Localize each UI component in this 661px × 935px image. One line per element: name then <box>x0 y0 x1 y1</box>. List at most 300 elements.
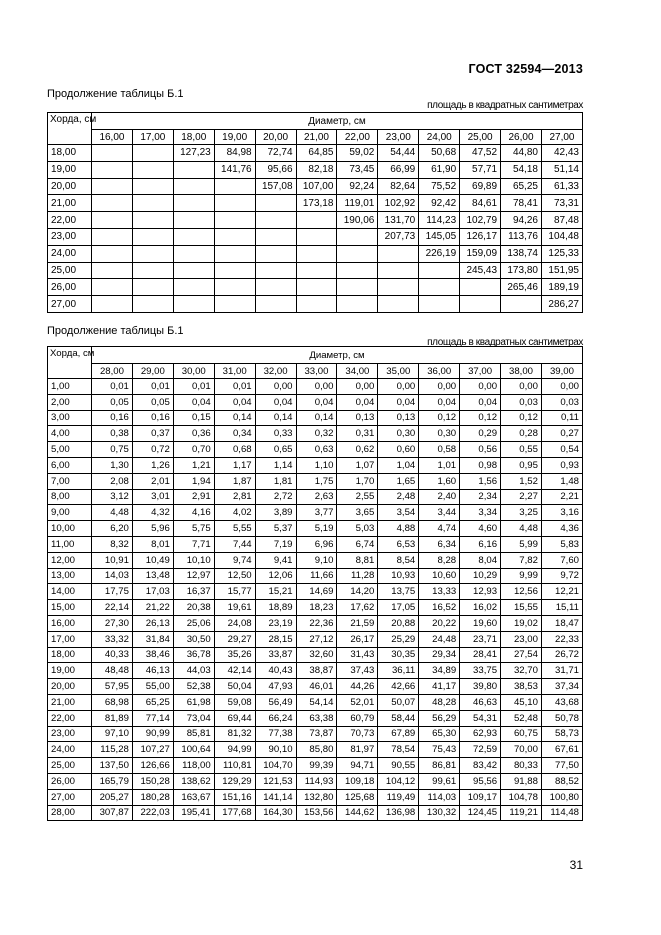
table-cell: 0,00 <box>419 379 460 395</box>
table-cell: 114,03 <box>419 789 460 805</box>
table-cell: 180,28 <box>132 789 173 805</box>
table-cell: 24,08 <box>214 615 255 631</box>
row-label: 23,00 <box>48 228 92 245</box>
table-cell: 0,12 <box>419 410 460 426</box>
table-cell: 136,98 <box>378 805 419 821</box>
table-cell: 29,34 <box>419 647 460 663</box>
table-row <box>48 145 583 162</box>
table-cell: 0,30 <box>378 426 419 442</box>
table-row <box>48 195 583 212</box>
table-cell: 29,27 <box>214 631 255 647</box>
table-cell: 70,00 <box>501 742 542 758</box>
table-cell: 1,17 <box>214 457 255 473</box>
table-cell: 81,89 <box>92 710 133 726</box>
table-cell: 41,17 <box>419 679 460 695</box>
table-cell: 0,29 <box>460 426 501 442</box>
table-cell: 2,72 <box>255 489 296 505</box>
table-cell: 0,75 <box>92 442 133 458</box>
table-cell <box>337 279 378 296</box>
table-cell: 65,25 <box>132 694 173 710</box>
table-cell: 5,83 <box>541 536 582 552</box>
table-cell: 9,41 <box>255 552 296 568</box>
table-cell: 12,06 <box>255 568 296 584</box>
table-cell: 61,33 <box>541 178 582 195</box>
table-cell: 64,85 <box>296 145 337 162</box>
table-cell: 6,74 <box>337 536 378 552</box>
table-cell: 0,04 <box>419 394 460 410</box>
table-cell: 119,01 <box>337 195 378 212</box>
table-cell <box>92 161 133 178</box>
table-row <box>48 647 583 663</box>
table-cell: 32,60 <box>296 647 337 663</box>
table-cell: 10,10 <box>173 552 214 568</box>
table-cell: 1,75 <box>296 473 337 489</box>
table-cell: 7,71 <box>173 536 214 552</box>
column-header: 29,00 <box>132 364 173 379</box>
column-header: 35,00 <box>378 364 419 379</box>
row-label: 10,00 <box>48 521 92 537</box>
table-cell: 34,89 <box>419 663 460 679</box>
table-row <box>48 379 583 395</box>
table-cell: 85,80 <box>296 742 337 758</box>
table-cell: 118,00 <box>173 758 214 774</box>
table-cell: 0,60 <box>378 442 419 458</box>
table-cell: 0,01 <box>173 379 214 395</box>
table-cell <box>92 145 133 162</box>
table-cell: 173,18 <box>296 195 337 212</box>
table-cell <box>419 279 460 296</box>
table-cell: 13,48 <box>132 568 173 584</box>
table-cell: 5,55 <box>214 521 255 537</box>
table-cell: 0,68 <box>214 442 255 458</box>
table-cell: 37,43 <box>337 663 378 679</box>
table-cell: 3,01 <box>132 489 173 505</box>
table-cell: 15,21 <box>255 584 296 600</box>
table-cell: 61,98 <box>173 694 214 710</box>
table-cell: 27,30 <box>92 615 133 631</box>
column-header: 18,00 <box>173 130 214 145</box>
table-cell: 8,28 <box>419 552 460 568</box>
column-header: 25,00 <box>460 130 501 145</box>
table-cell: 0,32 <box>296 426 337 442</box>
table-cell <box>132 296 173 313</box>
table-cell: 27,54 <box>501 647 542 663</box>
table-cell: 0,28 <box>501 426 542 442</box>
table-row <box>48 679 583 695</box>
table-cell: 0,14 <box>296 410 337 426</box>
standard-code: ГОСТ 32594—2013 <box>468 62 583 76</box>
table-cell: 0,93 <box>541 457 582 473</box>
table-cell <box>378 296 419 313</box>
table-cell: 0,54 <box>541 442 582 458</box>
table-cell <box>214 279 255 296</box>
table-cell: 43,68 <box>541 694 582 710</box>
table-cell: 10,49 <box>132 552 173 568</box>
table-cell: 54,18 <box>501 161 542 178</box>
table-cell <box>132 262 173 279</box>
table-row <box>48 758 583 774</box>
table-cell: 4,02 <box>214 505 255 521</box>
table-cell: 48,28 <box>419 694 460 710</box>
table-cell: 0,72 <box>132 442 173 458</box>
page-number: 31 <box>569 858 583 872</box>
table-cell: 5,75 <box>173 521 214 537</box>
table-cell: 22,33 <box>541 631 582 647</box>
table-cell: 13,75 <box>378 584 419 600</box>
row-label: 5,00 <box>48 442 92 458</box>
table-cell: 33,87 <box>255 647 296 663</box>
table-cell: 8,54 <box>378 552 419 568</box>
table-cell: 40,33 <box>92 647 133 663</box>
table-cell: 173,80 <box>501 262 542 279</box>
table-cell <box>132 195 173 212</box>
row-label: 13,00 <box>48 568 92 584</box>
table2-units: площадь в квадратных сантиметрах <box>427 337 583 348</box>
table-cell: 72,59 <box>460 742 501 758</box>
table-cell: 18,47 <box>541 615 582 631</box>
table-cell: 0,01 <box>92 379 133 395</box>
table-cell: 1,01 <box>419 457 460 473</box>
table-cell <box>419 296 460 313</box>
table-cell <box>337 245 378 262</box>
table-cell: 60,79 <box>337 710 378 726</box>
table-cell: 0,04 <box>296 394 337 410</box>
table-cell: 3,54 <box>378 505 419 521</box>
row-label: 16,00 <box>48 615 92 631</box>
table-cell: 52,38 <box>173 679 214 695</box>
table-cell: 67,89 <box>378 726 419 742</box>
table-cell: 37,34 <box>541 679 582 695</box>
table-row <box>48 473 583 489</box>
table-cell: 10,93 <box>378 568 419 584</box>
table-cell: 104,70 <box>255 758 296 774</box>
table-cell: 107,00 <box>296 178 337 195</box>
table-cell <box>419 262 460 279</box>
table-cell: 0,05 <box>92 394 133 410</box>
column-header: 21,00 <box>296 130 337 145</box>
table-cell: 3,44 <box>419 505 460 521</box>
table-cell: 114,93 <box>296 773 337 789</box>
table-cell: 0,11 <box>541 410 582 426</box>
table-row <box>48 726 583 742</box>
table-cell: 0,34 <box>214 426 255 442</box>
table-cell: 28,41 <box>460 647 501 663</box>
table-cell: 82,64 <box>378 178 419 195</box>
table-cell: 55,00 <box>132 679 173 695</box>
row-label: 9,00 <box>48 505 92 521</box>
table-cell <box>337 228 378 245</box>
table-cell: 8,04 <box>460 552 501 568</box>
table-cell: 11,66 <box>296 568 337 584</box>
column-header: 23,00 <box>378 130 419 145</box>
table-cell <box>296 262 337 279</box>
table-cell: 66,24 <box>255 710 296 726</box>
table-cell: 60,75 <box>501 726 542 742</box>
table-cell: 32,70 <box>501 663 542 679</box>
table-cell: 113,76 <box>501 228 542 245</box>
table-cell <box>132 279 173 296</box>
table-cell: 0,70 <box>173 442 214 458</box>
row-label: 23,00 <box>48 726 92 742</box>
table-cell: 100,64 <box>173 742 214 758</box>
table-cell: 63,38 <box>296 710 337 726</box>
table-cell: 9,74 <box>214 552 255 568</box>
column-header: 31,00 <box>214 364 255 379</box>
table-cell: 222,03 <box>132 805 173 821</box>
table-cell: 0,13 <box>337 410 378 426</box>
table-cell: 126,66 <box>132 758 173 774</box>
row-label: 19,00 <box>48 663 92 679</box>
row-label: 27,00 <box>48 789 92 805</box>
row-label: 12,00 <box>48 552 92 568</box>
table-cell: 9,99 <box>501 568 542 584</box>
table-row <box>48 663 583 679</box>
table-cell <box>92 195 133 212</box>
table-cell: 24,48 <box>419 631 460 647</box>
table-cell: 0,04 <box>378 394 419 410</box>
table-cell <box>173 279 214 296</box>
table-cell: 11,28 <box>337 568 378 584</box>
table-cell: 131,70 <box>378 212 419 229</box>
table-cell: 88,52 <box>541 773 582 789</box>
table-cell: 6,96 <box>296 536 337 552</box>
table-row <box>48 410 583 426</box>
table-cell: 20,22 <box>419 615 460 631</box>
table-cell: 138,74 <box>501 245 542 262</box>
table-cell: 104,48 <box>541 228 582 245</box>
table-cell: 107,27 <box>132 742 173 758</box>
table-cell: 159,09 <box>460 245 501 262</box>
table-cell: 54,14 <box>296 694 337 710</box>
table-cell: 1,14 <box>255 457 296 473</box>
table-cell: 36,11 <box>378 663 419 679</box>
table-cell: 38,53 <box>501 679 542 695</box>
table-cell: 4,74 <box>419 521 460 537</box>
table-cell: 0,16 <box>92 410 133 426</box>
table-cell: 0,03 <box>541 394 582 410</box>
table-cell: 109,17 <box>460 789 501 805</box>
table-cell: 46,01 <box>296 679 337 695</box>
table-cell <box>296 296 337 313</box>
table-cell: 189,19 <box>541 279 582 296</box>
table-cell: 38,46 <box>132 647 173 663</box>
table-cell: 51,14 <box>541 161 582 178</box>
table-cell: 21,59 <box>337 615 378 631</box>
column-header: 33,00 <box>296 364 337 379</box>
table-cell: 10,60 <box>419 568 460 584</box>
table-cell: 119,21 <box>501 805 542 821</box>
table-cell: 73,31 <box>541 195 582 212</box>
table-cell: 54,44 <box>378 145 419 162</box>
row-label: 8,00 <box>48 489 92 505</box>
table-cell: 127,23 <box>173 145 214 162</box>
table-cell: 6,16 <box>460 536 501 552</box>
table-cell: 114,23 <box>419 212 460 229</box>
table-cell: 16,37 <box>173 584 214 600</box>
table-row <box>48 600 583 616</box>
group-header: Диаметр, см <box>92 113 583 130</box>
table-cell: 12,56 <box>501 584 542 600</box>
table-cell: 46,13 <box>132 663 173 679</box>
table-row <box>48 161 583 178</box>
row-label: 20,00 <box>48 679 92 695</box>
table-cell: 87,48 <box>541 212 582 229</box>
table-cell <box>92 212 133 229</box>
table-cell: 75,43 <box>419 742 460 758</box>
table-cell: 0,37 <box>132 426 173 442</box>
table-cell: 195,41 <box>173 805 214 821</box>
table-cell: 19,61 <box>214 600 255 616</box>
table-cell: 26,72 <box>541 647 582 663</box>
table-cell: 12,97 <box>173 568 214 584</box>
table-cell: 77,38 <box>255 726 296 742</box>
table-cell: 3,65 <box>337 505 378 521</box>
table-cell: 3,77 <box>296 505 337 521</box>
table-cell: 69,44 <box>214 710 255 726</box>
table-cell: 151,16 <box>214 789 255 805</box>
column-header: 20,00 <box>255 130 296 145</box>
table-row <box>48 489 583 505</box>
table-cell: 56,49 <box>255 694 296 710</box>
table-cell: 38,87 <box>296 663 337 679</box>
table-cell: 9,10 <box>296 552 337 568</box>
table-cell: 104,78 <box>501 789 542 805</box>
table-cell: 47,52 <box>460 145 501 162</box>
table-cell: 70,73 <box>337 726 378 742</box>
table-cell: 0,33 <box>255 426 296 442</box>
table-cell: 124,45 <box>460 805 501 821</box>
table-row <box>48 296 583 313</box>
table-cell <box>255 212 296 229</box>
table-cell: 57,71 <box>460 161 501 178</box>
column-header: 16,00 <box>92 130 133 145</box>
table-cell <box>173 212 214 229</box>
table-cell: 0,12 <box>460 410 501 426</box>
row-label: 25,00 <box>48 758 92 774</box>
row-header: Хорда, см <box>48 347 92 379</box>
table-cell: 4,60 <box>460 521 501 537</box>
table-cell: 0,04 <box>337 394 378 410</box>
table-cell: 84,98 <box>214 145 255 162</box>
table-cell: 145,05 <box>419 228 460 245</box>
row-label: 11,00 <box>48 536 92 552</box>
table-cell: 72,74 <box>255 145 296 162</box>
table-cell: 226,19 <box>419 245 460 262</box>
row-label: 24,00 <box>48 245 92 262</box>
table-cell: 94,26 <box>501 212 542 229</box>
table-row <box>48 212 583 229</box>
table-cell: 56,29 <box>419 710 460 726</box>
table-cell: 132,80 <box>296 789 337 805</box>
table-cell <box>132 228 173 245</box>
table-cell: 82,18 <box>296 161 337 178</box>
table-cell <box>214 228 255 245</box>
row-label: 21,00 <box>48 694 92 710</box>
table-cell: 2,08 <box>92 473 133 489</box>
table-cell: 12,50 <box>214 568 255 584</box>
table-cell <box>296 245 337 262</box>
table-cell: 33,32 <box>92 631 133 647</box>
table-cell: 54,31 <box>460 710 501 726</box>
table-cell: 0,65 <box>255 442 296 458</box>
table-cell: 110,81 <box>214 758 255 774</box>
table-cell <box>255 245 296 262</box>
table-cell: 151,95 <box>541 262 582 279</box>
table-cell: 50,04 <box>214 679 255 695</box>
table-cell: 15,11 <box>541 600 582 616</box>
table-cell: 33,75 <box>460 663 501 679</box>
column-header: 30,00 <box>173 364 214 379</box>
table-cell: 3,25 <box>501 505 542 521</box>
table-row <box>48 710 583 726</box>
table-cell <box>214 296 255 313</box>
table-row <box>48 773 583 789</box>
table-cell: 18,89 <box>255 600 296 616</box>
table-cell: 73,87 <box>296 726 337 742</box>
column-header: 39,00 <box>541 364 582 379</box>
table-cell: 6,20 <box>92 521 133 537</box>
table-cell: 1,94 <box>173 473 214 489</box>
table-cell: 68,98 <box>92 694 133 710</box>
table-cell: 77,14 <box>132 710 173 726</box>
table-cell <box>173 228 214 245</box>
table-cell: 42,66 <box>378 679 419 695</box>
table-cell <box>132 245 173 262</box>
table-cell: 91,88 <box>501 773 542 789</box>
table-cell: 0,04 <box>460 394 501 410</box>
table-cell: 15,77 <box>214 584 255 600</box>
row-label: 3,00 <box>48 410 92 426</box>
column-header: 27,00 <box>541 130 582 145</box>
table-cell: 190,06 <box>337 212 378 229</box>
table-cell: 42,43 <box>541 145 582 162</box>
table-cell: 50,68 <box>419 145 460 162</box>
table-cell: 0,36 <box>173 426 214 442</box>
table-cell <box>132 178 173 195</box>
table-cell: 31,84 <box>132 631 173 647</box>
table-cell: 92,24 <box>337 178 378 195</box>
table-cell: 39,80 <box>460 679 501 695</box>
table-cell <box>378 245 419 262</box>
table-cell: 0,38 <box>92 426 133 442</box>
table-cell: 0,00 <box>501 379 542 395</box>
table-cell: 31,43 <box>337 647 378 663</box>
row-label: 22,00 <box>48 212 92 229</box>
table-cell: 65,25 <box>501 178 542 195</box>
table-cell: 1,48 <box>541 473 582 489</box>
row-label: 26,00 <box>48 279 92 296</box>
row-label: 14,00 <box>48 584 92 600</box>
table2-caption: Продолжение таблицы Б.1 <box>47 325 184 337</box>
table-cell: 2,91 <box>173 489 214 505</box>
table-cell: 42,14 <box>214 663 255 679</box>
table-cell <box>92 296 133 313</box>
table-row <box>48 279 583 296</box>
table-cell: 141,76 <box>214 161 255 178</box>
table-cell <box>296 212 337 229</box>
table-cell: 2,01 <box>132 473 173 489</box>
table-row <box>48 426 583 442</box>
column-header: 37,00 <box>460 364 501 379</box>
table-cell: 2,34 <box>460 489 501 505</box>
table-cell: 90,55 <box>378 758 419 774</box>
table-cell <box>132 145 173 162</box>
table-cell: 78,54 <box>378 742 419 758</box>
table-cell: 10,91 <box>92 552 133 568</box>
table-cell: 4,88 <box>378 521 419 537</box>
table-cell <box>255 279 296 296</box>
table-cell: 44,26 <box>337 679 378 695</box>
